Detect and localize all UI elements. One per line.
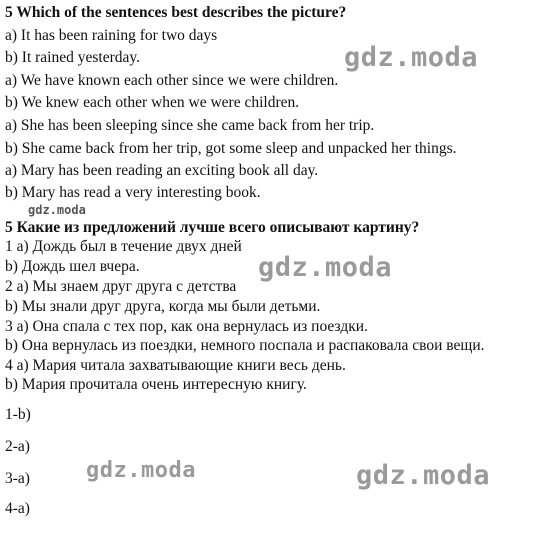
answer-3: 3-a)	[5, 470, 30, 487]
watermark-text: gdz.moda	[86, 458, 196, 483]
sentence-2b-ru: b) Мы знали друг друга, когда мы были детьми.	[5, 298, 321, 315]
watermark-text: gdz.moda	[258, 252, 393, 283]
sentence-3a-en: a) She has been sleeping since she came back from her trip.	[5, 117, 375, 134]
exercise-heading-ru: 5 Какие из предложений лучше всего описывают картину?	[5, 219, 420, 236]
sentence-4b-en: b) Mary has read a very interesting book.	[5, 184, 261, 201]
sentence-1b-ru: b) Дождь шел вчера.	[5, 258, 140, 275]
exercise-heading-en: 5 Which of the sentences best describes the picture?	[5, 4, 347, 21]
sentence-2b-en: b) We knew each other when we were children.	[5, 94, 300, 111]
watermark-text: gdz.moda	[344, 42, 479, 73]
sentence-2a-ru: 2 а) Мы знаем друг друга с детства	[5, 278, 237, 295]
sentence-3b-en: b) She came back from her trip, got some sleep and unpacked her things.	[5, 140, 457, 157]
sentence-2a-en: a) We have known each other since we were children.	[5, 72, 339, 89]
sentence-1b-en: b) It rained yesterday.	[5, 49, 140, 66]
sentence-3b-ru: b) Она вернулась из поездки, немного поспала и распаковала свои вещи.	[5, 337, 485, 354]
sentence-4a-en: a) Mary has been reading an exciting book all day.	[5, 162, 319, 179]
watermark-text-small: gdz.moda	[28, 203, 86, 217]
sentence-1a-ru: 1 а) Дождь был в течение двух дней	[5, 238, 242, 255]
answer-1: 1-b)	[5, 406, 31, 423]
answer-4: 4-a)	[5, 500, 30, 517]
watermark-text: gdz.moda	[356, 460, 491, 491]
sentence-3a-ru: 3 а) Она спала с тех пор, как она вернулась из поездки.	[5, 318, 368, 335]
sentence-4a-ru: 4 а) Мария читала захватывающие книги весь день.	[5, 357, 346, 374]
answer-2: 2-a)	[5, 438, 30, 455]
sentence-4b-ru: b) Мария прочитала очень интересную книгу.	[5, 376, 307, 393]
sentence-1a-en: a) It has been raining for two days	[5, 27, 218, 44]
